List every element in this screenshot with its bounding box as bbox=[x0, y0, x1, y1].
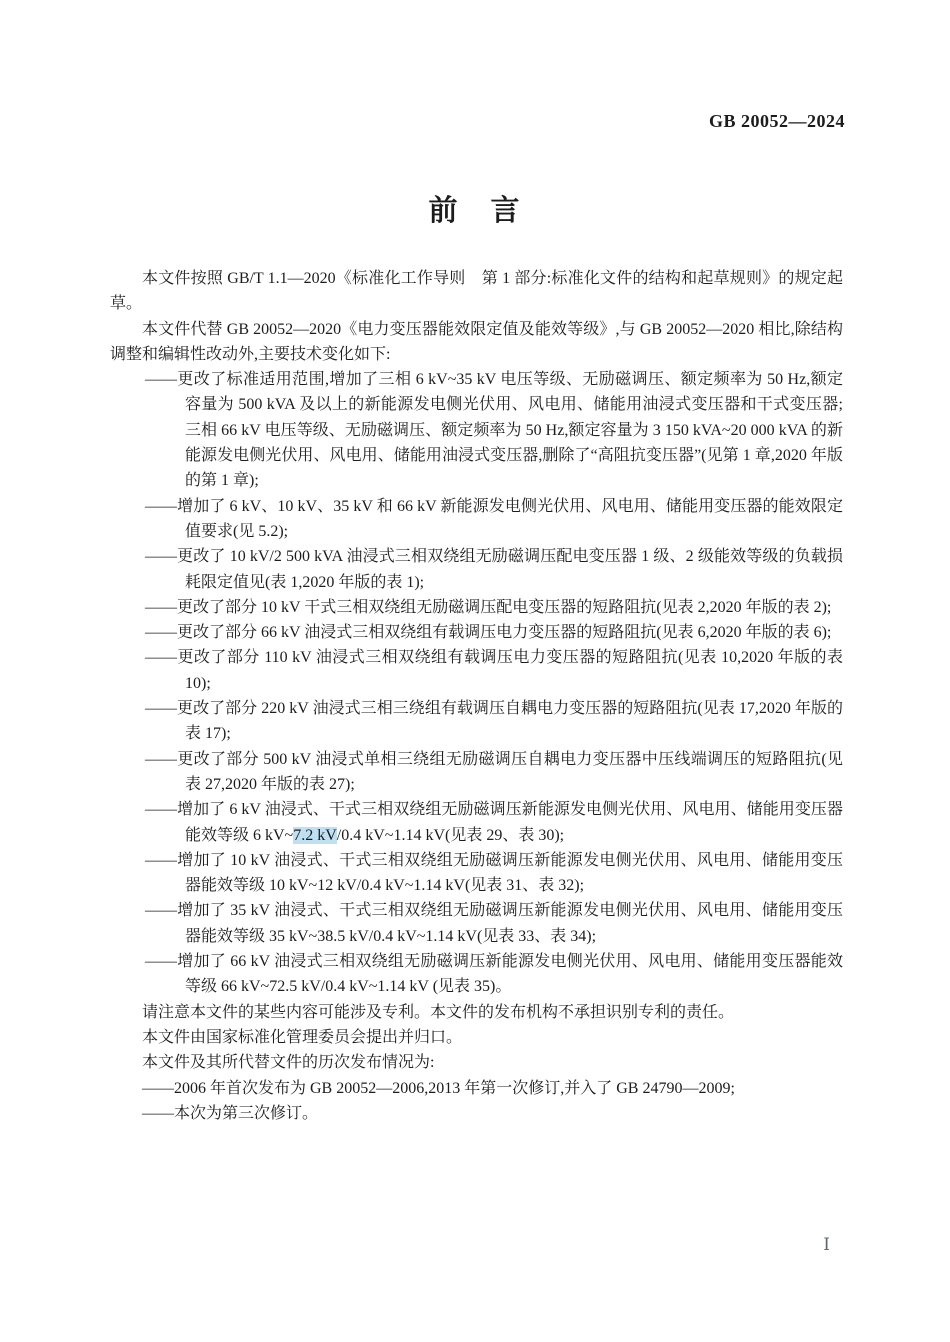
change-item: ——更改了标准适用范围,增加了三相 6 kV~35 kV 电压等级、无励磁调压、额定频率为 50 Hz,额定容量为 500 kVA 及以上的新能源发电侧光伏用、风电用、储能用油浸式变压器和干式变压器;三相 66 kV 电压等级、无励磁调压、额定频率为 50 Hz,额定容量为 3 150 kVA~20 000 kVA 的新能源发电侧光伏用、风电用、储能用油浸式变压器,删除了“高阻抗变压器”(见第 1 章,2020 年版的第 1 章); bbox=[145, 371, 843, 490]
standard-code: GB 20052—2024 bbox=[708, 111, 845, 131]
change-item: ——更改了部分 220 kV 油浸式三相三绕组有载调压自耦电力变压器的短路阻抗(见表 17,2020 年版的表 17); bbox=[145, 700, 843, 743]
change-item: ——增加了 66 kV 油浸式三相双绕组无励磁调压新能源发电侧光伏用、风电用、储能用变压器能效等级 66 kV~72.5 kV/0.4 kV~1.14 kV (见表 35)。 bbox=[145, 953, 843, 996]
foreword-title: 前 言 bbox=[428, 195, 522, 227]
paragraph-drafting-basis: 本文件按照 GB/T 1.1—2020《标准化工作导则 第 1 部分:标准化文件的结构和起草规则》的规定起草。 bbox=[110, 270, 843, 313]
paragraph-issuing-body: 本文件由国家标准化管理委员会提出并归口。 bbox=[142, 1028, 463, 1046]
change-item-text: ——增加了 6 kV 油浸式、干式三相双绕组无励磁调压新能源发电侧光伏用、风电用、储能用变压器能效等级 6 kV~ bbox=[145, 801, 843, 844]
text-selection-highlight: 7.2 kV bbox=[293, 826, 337, 844]
change-item: ——增加了 10 kV 油浸式、干式三相双绕组无励磁调压新能源发电侧光伏用、风电用、储能用变压器能效等级 10 kV~12 kV/0.4 kV~1.14 kV(见表 31、表 32); bbox=[145, 851, 843, 895]
change-item: ——更改了部分 10 kV 干式三相双绕组无励磁调压配电变压器的短路阻抗(见表 2,2020 年版的表 2); bbox=[145, 598, 832, 616]
foreword-body bbox=[110, 266, 843, 1126]
history-item: ——2006 年首次发布为 GB 20052—2006,2013 年第一次修订,并入了 GB 24790—2009; bbox=[142, 1079, 735, 1097]
change-item: ——增加了 35 kV 油浸式、干式三相双绕组无励磁调压新能源发电侧光伏用、风电用、储能用变压器能效等级 35 kV~38.5 kV/0.4 kV~1.14 kV(见表 33、表 34); bbox=[145, 902, 843, 945]
paragraph-patent-notice: 请注意本文件的某些内容可能涉及专利。本文件的发布机构不承担识别专利的责任。 bbox=[142, 1003, 735, 1021]
page-number: Ⅰ bbox=[823, 1235, 830, 1254]
paragraph-history-intro: 本文件及其所代替文件的历次发布情况为: bbox=[142, 1054, 435, 1072]
history-item: ——本次为第三次修订。 bbox=[142, 1104, 319, 1122]
change-item: ——增加了 6 kV、10 kV、35 kV 和 66 kV 新能源发电侧光伏用、风电用、储能用变压器的能效限定值要求(见 5.2); bbox=[145, 497, 843, 540]
change-item: ——更改了部分 110 kV 油浸式三相双绕组有载调压电力变压器的短路阻抗(见表 10,2020 年版的表 10); bbox=[145, 649, 843, 692]
change-item-text: /0.4 kV~1.14 kV(见表 29、表 30); bbox=[336, 826, 565, 844]
paragraph-replacement: 本文件代替 GB 20052—2020《电力变压器能效限定值及能效等级》,与 GB 20052—2020 相比,除结构调整和编辑性改动外,主要技术变化如下: bbox=[110, 320, 843, 363]
change-item: ——更改了 10 kV/2 500 kVA 油浸式三相双绕组无励磁调压配电变压器 1 级、2 级能效等级的负载损耗限定值见(表 1,2020 年版的表 1); bbox=[145, 548, 843, 591]
change-item: ——更改了部分 500 kV 油浸式单相三绕组无励磁调压自耦电力变压器中压线端调压的短路阻抗(见表 27,2020 年版的表 27); bbox=[145, 750, 843, 793]
change-item bbox=[110, 797, 843, 848]
change-item: ——更改了部分 66 kV 油浸式三相双绕组有载调压电力变压器的短路阻抗(见表 6,2020 年版的表 6); bbox=[145, 624, 832, 642]
